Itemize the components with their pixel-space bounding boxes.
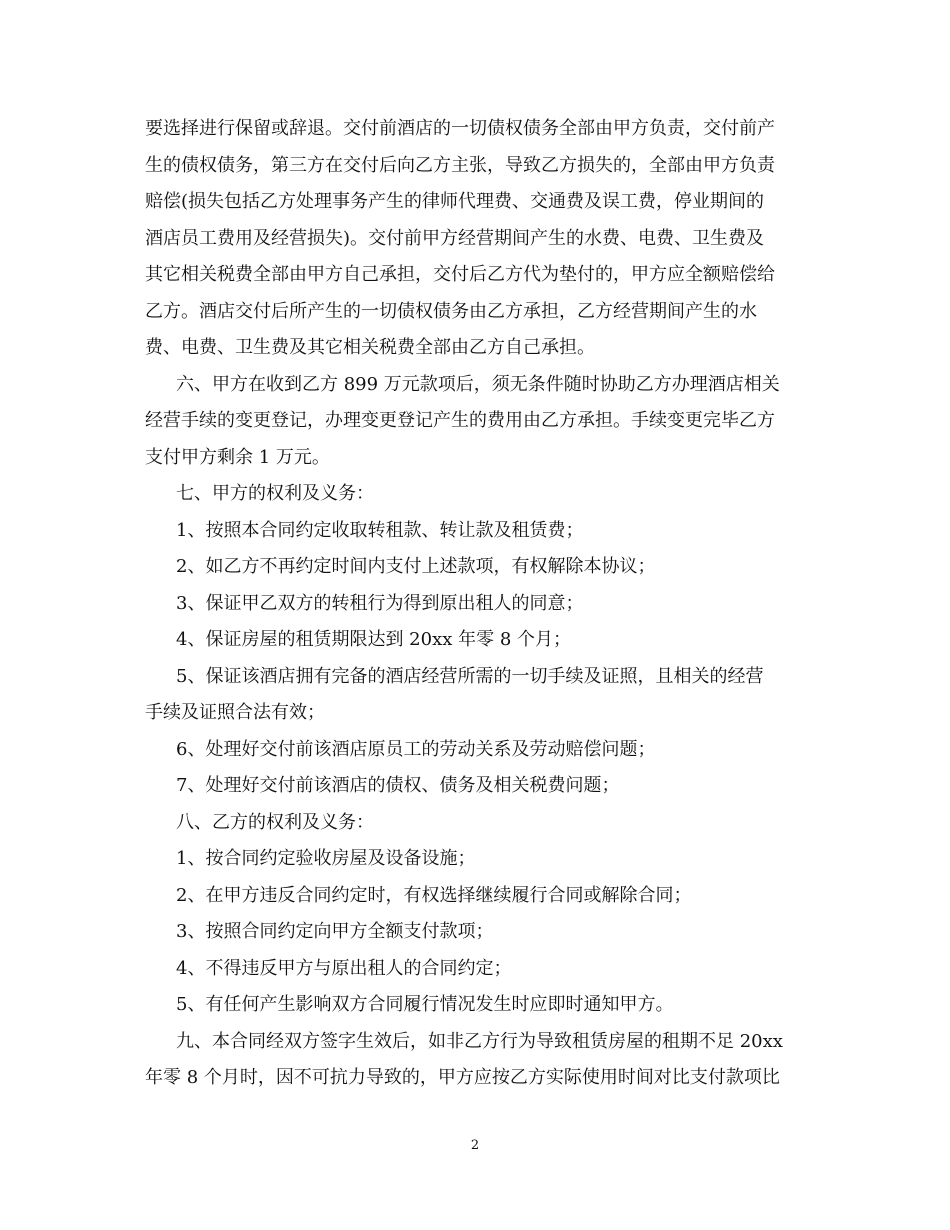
page-number: 2 xyxy=(470,1138,480,1153)
text-line: 2、在甲方违反合同约定时，有权选择继续履行合同或解除合同； xyxy=(176,884,692,906)
text-line: 4、不得违反甲方与原出租人的合同约定； xyxy=(176,957,512,979)
text-line: 要选择进行保留或辞退。交付前酒店的一切债权债务全部由甲方负责，交付前产 xyxy=(145,118,775,139)
text-line: 八、乙方的权利及义务： xyxy=(176,811,374,833)
text-line: 4、保证房屋的租赁期限达到 20xx 年零 8 个月； xyxy=(176,629,571,650)
text-line: 七、甲方的权利及义务： xyxy=(176,483,374,504)
text-line: 手续及证照合法有效； xyxy=(145,702,325,723)
text-line: 2、如乙方不再约定时间内支付上述款项，有权解除本协议； xyxy=(176,556,656,577)
text-line: 支付甲方剩余 1 万元。 xyxy=(145,446,330,468)
text-line: 1、按照本合同约定收取转租款、转让款及租赁费； xyxy=(176,519,584,541)
text-line: 年零 8 个月时，因不可抗力导致的，甲方应按乙方实际使用时间对比支付款项比 xyxy=(145,1067,780,1088)
text-line: 7、处理好交付前该酒店的债权、债务及相关税费问题； xyxy=(176,775,620,796)
document-body xyxy=(145,111,810,1097)
text-line: 六、甲方在收到乙方 899 万元款项后，须无条件随时协助乙方办理酒店相关 xyxy=(176,373,780,395)
text-line: 3、按照合同约定向甲方全额支付款项； xyxy=(176,921,494,942)
text-line: 九、本合同经双方签字生效后，如非乙方行为导致租赁房屋的租期不足 20xx xyxy=(176,1030,783,1052)
text-line: 经营手续的变更登记，办理变更登记产生的费用由乙方承担。手续变更完毕乙方 xyxy=(145,410,775,431)
text-line: 赔偿(损失包括乙方处理事务产生的律师代理费、交通费及误工费，停业期间的 xyxy=(145,191,765,212)
text-line: 乙方。酒店交付后所产生的一切债权债务由乙方承担，乙方经营期间产生的水 xyxy=(145,300,757,322)
text-line: 5、保证该酒店拥有完备的酒店经营所需的一切手续及证照，且相关的经营 xyxy=(176,665,764,687)
text-line: 酒店员工费用及经营损失)。交付前甲方经营期间产生的水费、电费、卫生费及 xyxy=(145,227,765,249)
text-line: 1、按合同约定验收房屋及设备设施； xyxy=(176,848,476,869)
text-line: 生的债权债务，第三方在交付后向乙方主张，导致乙方损失的，全部由甲方负责 xyxy=(145,154,775,176)
text-line: 其它相关税费全部由甲方自己承担，交付后乙方代为垫付的，甲方应全额赔偿给 xyxy=(145,264,775,285)
text-line: 5、有任何产生影响双方合同履行情况发生时应即时通知甲方。 xyxy=(176,994,674,1015)
text-line: 费、电费、卫生费及其它相关税费全部由乙方自己承担。 xyxy=(145,337,595,358)
text-line: 6、处理好交付前该酒店原员工的劳动关系及劳动赔偿问题； xyxy=(176,738,656,760)
text-line: 3、保证甲乙双方的转租行为得到原出租人的同意； xyxy=(176,592,584,614)
